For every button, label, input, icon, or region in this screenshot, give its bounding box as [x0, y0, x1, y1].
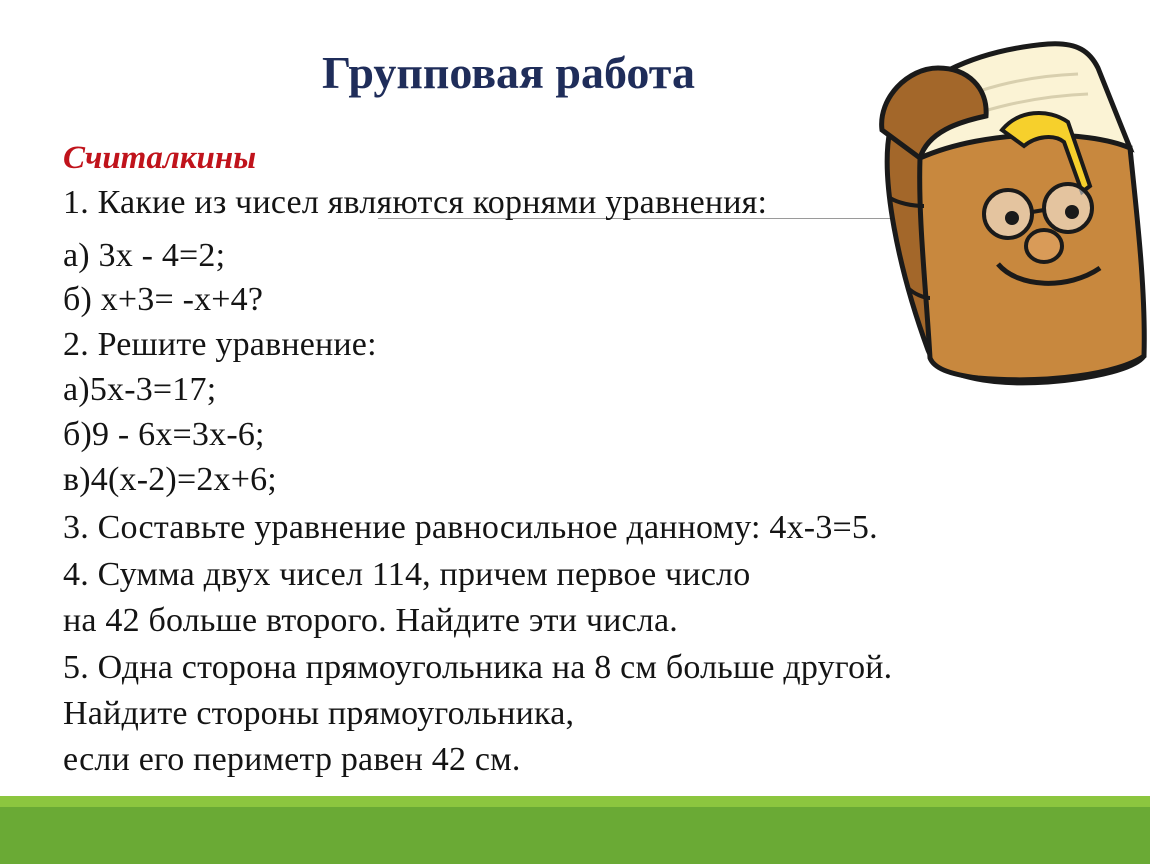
- task-line: 2. Решите уравнение:: [63, 326, 377, 363]
- task-line: а) 3х - 4=2;: [63, 237, 226, 274]
- slide-title: Групповая работа: [322, 47, 695, 98]
- task-line: в)4(х-2)=2х+6;: [63, 461, 277, 498]
- task-line: Найдите стороны прямоугольника,: [63, 695, 575, 732]
- task-line: 3. Составьте уравнение равносильное данному: 4х-3=5.: [63, 509, 878, 546]
- footer-bar-dark: [0, 807, 1150, 864]
- book-mascot-icon: [868, 38, 1150, 392]
- task-line: б) х+3= -х+4?: [63, 281, 264, 318]
- task-line: на 42 больше второго. Найдите эти числа.: [63, 602, 678, 639]
- task-line: а)5х-3=17;: [63, 371, 217, 408]
- slide-subtitle: Считалкины: [63, 140, 257, 176]
- task-line: 4. Сумма двух чисел 114, причем первое число: [63, 556, 751, 593]
- task-line: 1. Какие из чисел являются корнями уравнения:: [63, 184, 768, 221]
- task-line: б)9 - 6х=3х-6;: [63, 416, 265, 453]
- task-line: если его периметр равен 42 см.: [63, 741, 521, 778]
- task-line: 5. Одна сторона прямоугольника на 8 см больше другой.: [63, 649, 893, 686]
- footer-bar-light: [0, 796, 1150, 807]
